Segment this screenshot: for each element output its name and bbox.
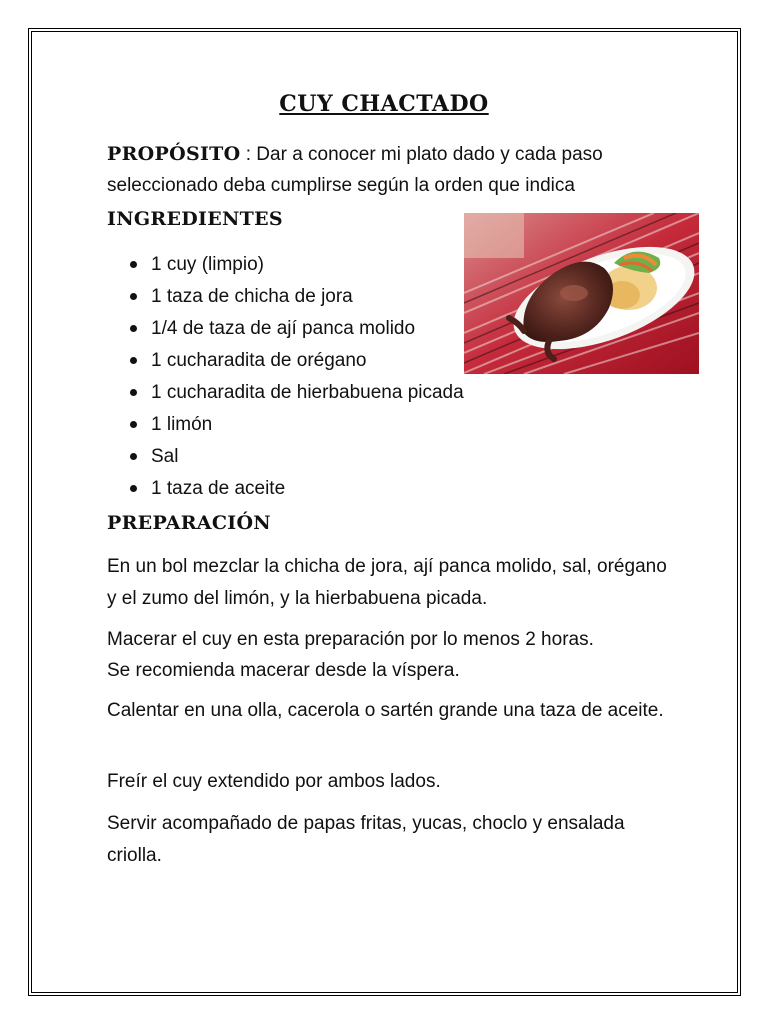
bullet-icon	[130, 421, 137, 428]
page-title: CUY CHACTADO	[279, 91, 489, 117]
preparation-step: Calentar en una olla, cacerola o sartén grande una taza de aceite.	[107, 700, 664, 721]
bullet-icon	[130, 325, 137, 332]
bullet-icon	[130, 357, 137, 364]
ingredient-item: 1 taza de chicha de jora	[107, 281, 464, 313]
purpose-text: : Dar a conocer mi plato dado y cada paso seleccionado deba cumplirse según la orden que indica	[107, 144, 603, 196]
ingredient-item: 1 taza de aceite	[107, 473, 464, 505]
purpose-label: PROPÓSITO	[107, 143, 241, 165]
ingredients-heading: INGREDIENTES	[107, 208, 283, 230]
dish-photo	[464, 213, 699, 374]
ingredient-item: 1 cucharadita de hierbabuena picada	[107, 377, 464, 409]
preparation-step: Servir acompañado de papas fritas, yucas, choclo y ensalada criolla.	[107, 813, 625, 866]
ingredient-item: 1 limón	[107, 409, 464, 441]
ingredient-item: 1 cuy (limpio)	[107, 249, 464, 281]
bullet-icon	[130, 485, 137, 492]
preparation-step: En un bol mezclar la chicha de jora, ají panca molido, sal, orégano y el zumo del limón, y la hierbabuena picada.	[107, 556, 667, 609]
bullet-icon	[130, 293, 137, 300]
ingredients-list	[107, 249, 464, 505]
purpose-paragraph	[107, 139, 667, 201]
preparation-step: Freír el cuy extendido por ambos lados.	[107, 771, 441, 792]
bullet-icon	[130, 261, 137, 268]
ingredient-item: Sal	[107, 441, 464, 473]
ingredient-item: 1 cucharadita de orégano	[107, 345, 464, 377]
ingredient-item: 1/4 de taza de ají panca molido	[107, 313, 464, 345]
preparation-step: Macerar el cuy en esta preparación por lo menos 2 horas.	[107, 629, 594, 650]
bullet-icon	[130, 453, 137, 460]
preparation-heading: PREPARACIÓN	[107, 512, 271, 534]
preparation-step: Se recomienda macerar desde la víspera.	[107, 660, 460, 681]
bullet-icon	[130, 389, 137, 396]
